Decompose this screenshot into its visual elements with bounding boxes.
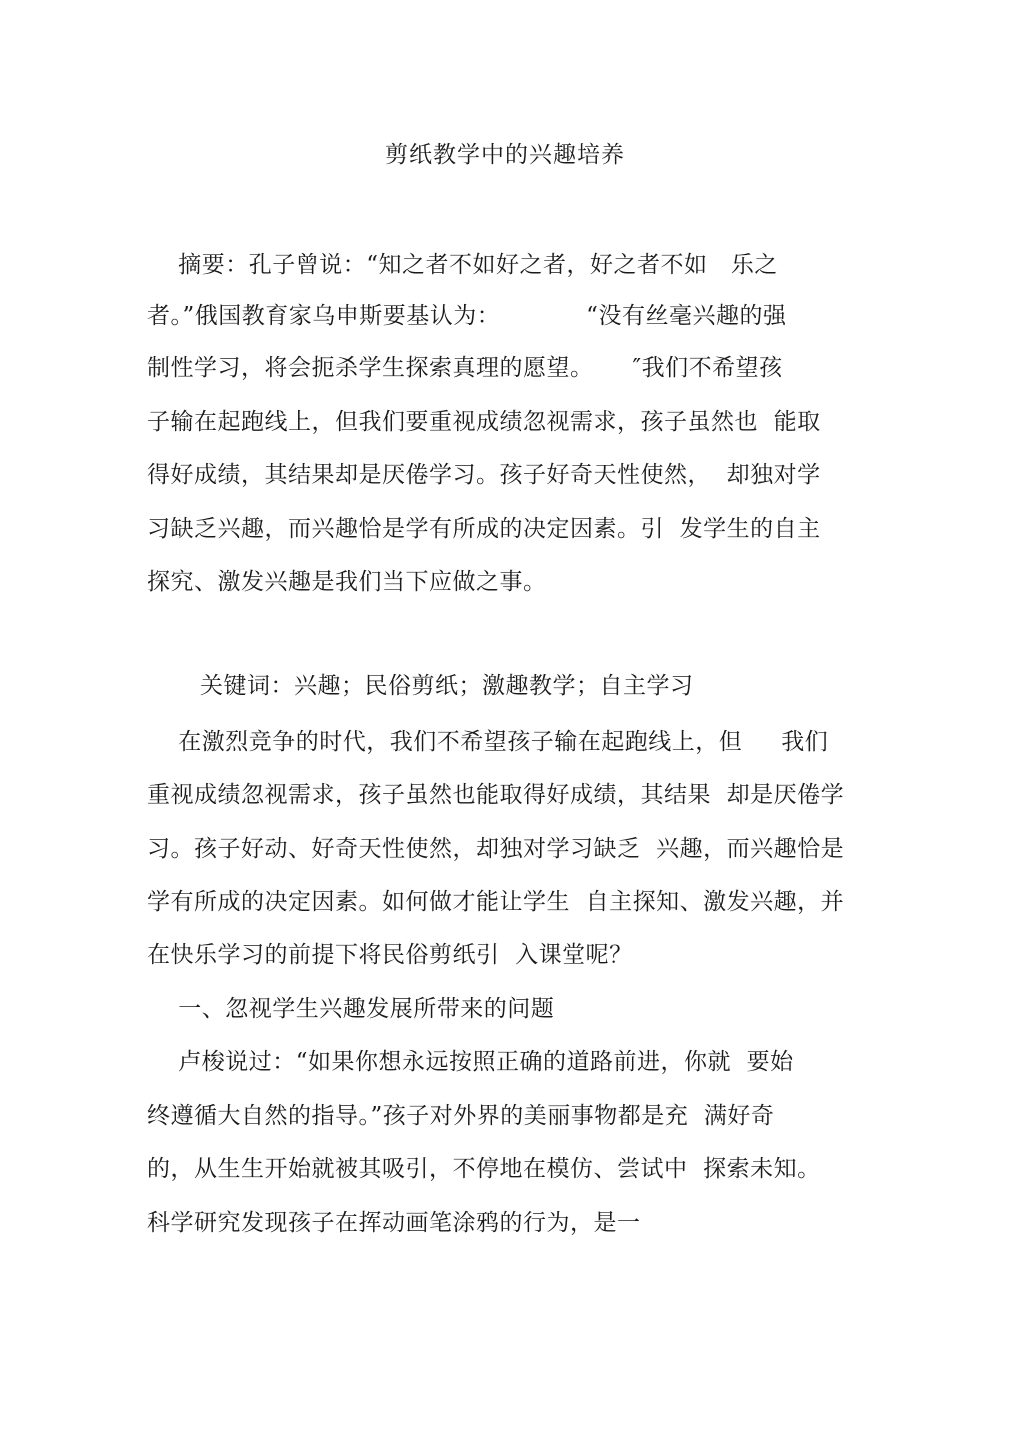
body-line: 在激烈竞争的时代，我们不希望孩子输在起跑线上，但 我们 (147, 729, 829, 755)
abstract-line: 得好成绩，其结果却是厌倦学习。孩子好奇天性使然， 却独对学 (147, 462, 821, 488)
body-line: 卢梭说过：“如果你想永远按照正确的道路前进，你就 要始 (147, 1049, 794, 1075)
abstract-line: 制性学习，将会扼杀学生探索真理的愿望。 ″我们不希望孩 (147, 355, 783, 381)
body-line: 学有所成的决定因素。如何做才能让学生 自主探知、激发兴趣，并 (147, 889, 845, 915)
body-line: 的，从生生开始就被其吸引，不停地在模仿、尝试中 探索未知。 (147, 1156, 821, 1182)
keywords-line: 关键词：兴趣；民俗剪纸；激趣教学；自主学习 (200, 673, 694, 699)
body-line: 重视成绩忽视需求，孩子虽然也能取得好成绩，其结果 却是厌倦学 (147, 782, 845, 808)
section-heading: 一、忽视学生兴趣发展所带来的问题 (147, 996, 555, 1022)
body-line: 在快乐学习的前提下将民俗剪纸引 入课堂呢？ (147, 942, 633, 968)
body-line: 科学研究发现孩子在挥动画笔涂鸦的行为，是一 (147, 1210, 641, 1236)
document-title: 剪纸教学中的兴趣培养 (385, 142, 625, 168)
abstract-line: 子输在起跑线上，但我们要重视成绩忽视需求，孩子虽然也 能取 (147, 409, 821, 435)
abstract-line: 者。”俄国教育家乌申斯要基认为： “没有丝毫兴趣的强 (147, 303, 787, 329)
abstract-line: 习缺乏兴趣，而兴趣恰是学有所成的决定因素。引 发学生的自主 (147, 516, 821, 542)
abstract-line: 摘要：孔子曾说：“知之者不如好之者，好之者不如 乐之 (147, 252, 778, 278)
abstract-line: 探究、激发兴趣是我们当下应做之事。 (147, 569, 547, 595)
body-line: 习。孩子好动、好奇天性使然，却独对学习缺乏 兴趣，而兴趣恰是 (147, 836, 845, 862)
body-line: 终遵循大自然的指导。”孩子对外界的美丽事物都是充 满好奇 (147, 1103, 775, 1129)
